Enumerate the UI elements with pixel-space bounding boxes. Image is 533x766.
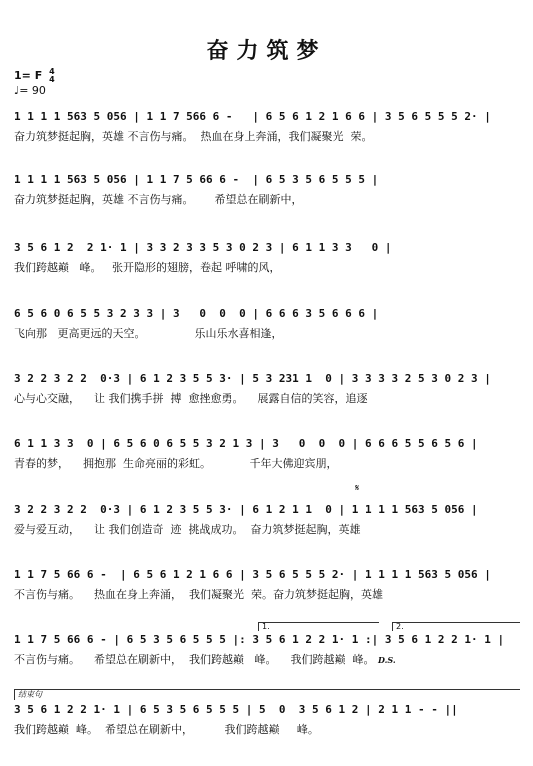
notation-line: 1 1 1 1 563 5 056 | 1 1 7 5 66 6 - | 6 5 3 5 6 5 5 5 | — [14, 173, 379, 186]
segno-mark: 𝄋 — [355, 483, 360, 494]
lyric-line: 不言伤与痛。 热血在身上奔涌， 我们凝聚光 荣。奋力筑梦挺起胸，英雄 — [14, 588, 383, 601]
time-signature-bottom: 4 — [49, 75, 55, 84]
key-signature — [14, 68, 55, 84]
notation-line: 3 5 6 1 2 2 1· 1 | 3 3 2 3 3 5 3 0 2 3 | 6 1 1 3 3 0 | — [14, 241, 392, 254]
score-system-3 — [14, 238, 519, 276]
lyric-line: 奋力筑梦挺起胸，英雄 不言伤与痛。 希望总在刷新中， — [14, 193, 303, 206]
lyric-text: 不言伤与痛。 希望总在刷新中， 我们跨越巅 峰。 我们跨越巅 峰。 — [14, 653, 375, 666]
score-system-10 — [14, 700, 519, 738]
score-system-4 — [14, 304, 519, 342]
score-system-6 — [14, 434, 519, 472]
lyric-line: 奋力筑梦挺起胸，英雄 不言伤与痛。 热血在身上奔涌，我们凝聚光 荣。 — [14, 130, 373, 143]
ds-mark: D.S. — [377, 655, 396, 665]
notation-line: 1 1 1 1 563 5 056 | 1 1 7 566 6 - | 6 5 6 1 2 1 6 6 | 3 5 6 5 5 5 2· | — [14, 110, 491, 123]
time-signature — [49, 68, 55, 84]
notation-line: 3 5 6 1 2 2 1· 1 | 6 5 3 5 6 5 5 5 | 5 0 3 5 6 1 2 | 2 1 1 - - || — [14, 703, 458, 716]
score-system-8 — [14, 565, 519, 603]
lyric-line: 青春的梦， 拥抱那 生命亮丽的彩虹。 千年大佛迎宾朋， — [14, 457, 338, 470]
lyric-line: 心与心交融， 让 我们携手拼 搏 愈挫愈勇。 展露自信的笑容，追逐 — [14, 392, 368, 405]
lyric-line: 我们跨越巅 峰。 希望总在刷新中， 我们跨越巅 峰。 — [14, 723, 319, 736]
lyric-line — [14, 652, 519, 668]
ending-label: 结束句 — [18, 690, 42, 699]
notation-line: 3 2 2 3 2 2 0·3 | 6 1 2 3 5 5 3· | 6 1 2 1 1 0 | 1 1 1 1 563 5 056 | — [14, 503, 478, 516]
notation-line: 1 1 7 5 66 6 - | 6 5 6 1 2 1 6 6 | 3 5 6 5 5 5 2· | 1 1 1 1 563 5 056 | — [14, 568, 491, 581]
score-system-2 — [14, 170, 519, 208]
notation-line: 6 5 6 0 6 5 5 3 2 3 3 | 3 0 0 0 | 6 6 6 3 5 6 6 6 | — [14, 307, 379, 320]
song-title: 奋力筑梦 — [206, 38, 327, 64]
time-signature-top: 4 — [49, 67, 55, 76]
score-system-5 — [14, 369, 519, 407]
key-label: 1= F — [14, 69, 43, 82]
score-system-1 — [14, 107, 519, 145]
score-system-9 — [14, 630, 519, 668]
lyric-line: 飞向那 更高更远的天空。 乐山乐水喜相逢， — [14, 327, 283, 340]
volta-1-label: 1. — [262, 622, 270, 631]
lyric-line: 我们跨越巅 峰。 张开隐形的翅膀，卷起 呼啸的风， — [14, 261, 281, 274]
volta-2-label: 2. — [396, 622, 404, 631]
score-system-7 — [14, 500, 519, 538]
ending-bracket — [14, 689, 520, 700]
tempo-marking: ♩= 90 — [14, 84, 46, 97]
notation-line: 1 1 7 5 66 6 - | 6 5 3 5 6 5 5 5 |: 3 5 6 1 2 2 1· 1 :| 3 5 6 1 2 2 1· 1 | — [14, 633, 505, 646]
notation-line: 6 1 1 3 3 0 | 6 5 6 0 6 5 5 3 2 1 3 | 3 0 0 0 | 6 6 6 5 5 6 5 6 | — [14, 437, 478, 450]
lyric-line: 爱与爱互动， 让 我们创造奇 迹 挑战成功。 奋力筑梦挺起胸，英雄 — [14, 523, 361, 536]
notation-line: 3 2 2 3 2 2 0·3 | 6 1 2 3 5 5 3· | 5 3 231 1 0 | 3 3 3 3 2 5 3 0 2 3 | — [14, 372, 491, 385]
